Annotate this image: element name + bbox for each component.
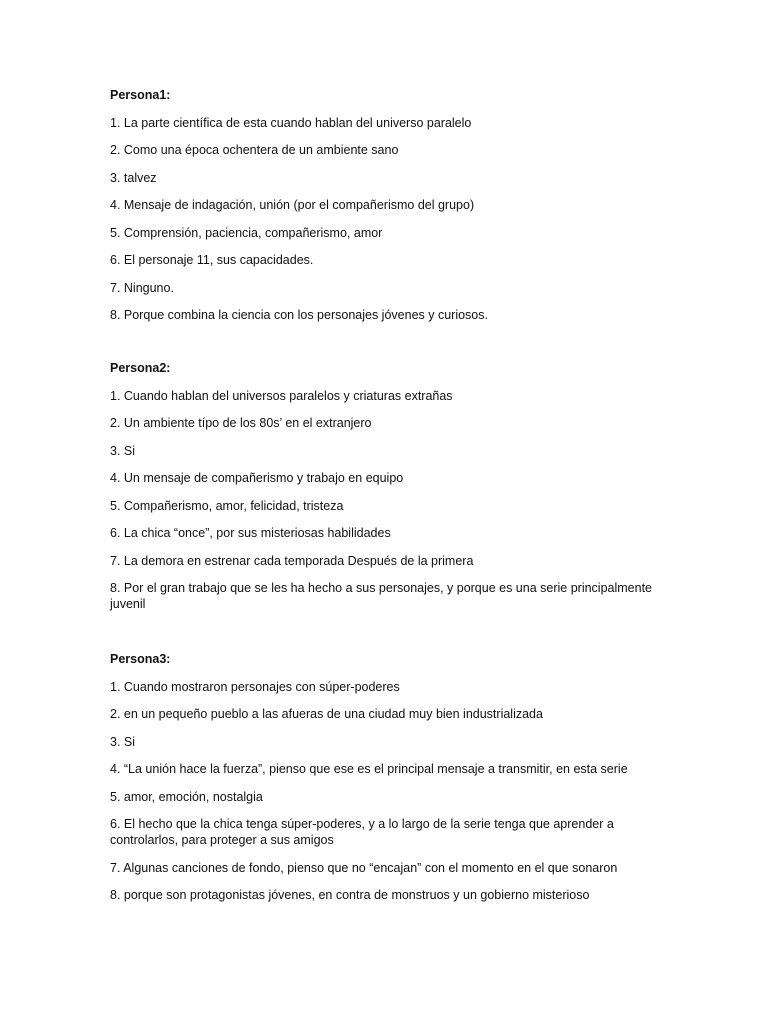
answer-item: 1. La parte científica de esta cuando hablan del universo paralelo [110, 115, 472, 130]
persona2-section [110, 360, 670, 612]
answer-item: 3. Si [110, 734, 136, 749]
answer-item: 1. Cuando hablan del universos paralelos y criaturas extrañas [110, 388, 453, 403]
answer-item: 5. amor, emoción, nostalgia [110, 789, 263, 804]
answer-item: 6. El personaje 11, sus capacidades. [110, 253, 314, 267]
answer-item: 1. Cuando mostraron personajes con súper-poderes [110, 679, 400, 694]
answer-item: 6. La chica “once”, por sus misteriosas habilidades [110, 526, 391, 540]
answer-item: 4. “La unión hace la fuerza”, pienso que ese es el principal mensaje a transmitir, en esta serie [110, 762, 628, 776]
answer-item: 2. Como una época ochentera de un ambiente sano [110, 143, 399, 157]
answer-item: 4. Mensaje de indagación, unión (por el compañerismo del grupo) [110, 198, 475, 212]
persona1-section [110, 87, 670, 323]
persona3-section [110, 651, 670, 903]
section-heading: Persona1: [110, 88, 171, 102]
answer-item: 7. La demora en estrenar cada temporada Después de la primera [110, 553, 474, 568]
answer-item: 6. El hecho que la chica tenga súper-poderes, y a lo largo de la serie tenga que aprender a controlarlos, para proteger a sus amigos [110, 817, 614, 847]
answer-item: 3. talvez [110, 170, 157, 185]
section-heading: Persona3: [110, 652, 171, 666]
answer-item: 8. porque son protagonistas jóvenes, en contra de monstruos y un gobierno misterioso [110, 888, 590, 902]
answer-item: 4. Un mensaje de compañerismo y trabajo en equipo [110, 471, 404, 485]
answer-item: 5. Compañerismo, amor, felicidad, tristeza [110, 498, 344, 513]
section-heading: Persona2: [110, 361, 171, 375]
answer-item: 7. Algunas canciones de fondo, pienso que no “encajan” con el momento en el que sonaron [110, 860, 618, 875]
answer-item: 7. Ninguno. [110, 280, 174, 295]
answer-item: 3. Si [110, 443, 136, 458]
answer-item: 2. Un ambiente típo de los 80s’ en el extranjero [110, 416, 372, 430]
answer-item: 8. Porque combina la ciencia con los personajes jóvenes y curiosos. [110, 308, 488, 322]
answer-item: 5. Comprensión, paciencia, compañerismo, amor [110, 225, 383, 240]
answer-item: 8. Por el gran trabajo que se les ha hecho a sus personajes, y porque es una serie principalmente juvenil [110, 581, 652, 611]
answer-item: 2. en un pequeño pueblo a las afueras de una ciudad muy bien industrializada [110, 707, 543, 721]
